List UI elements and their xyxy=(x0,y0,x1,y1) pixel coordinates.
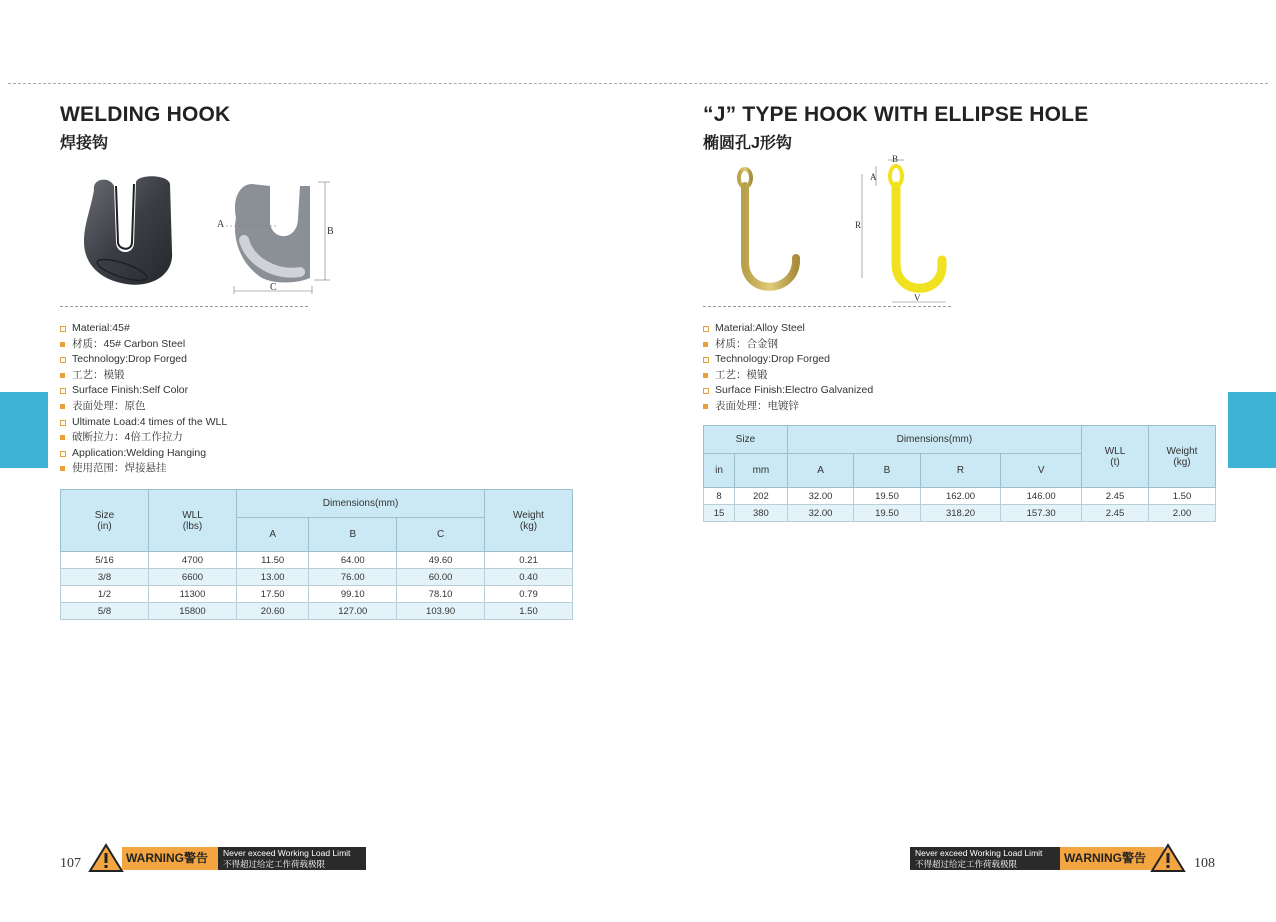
table-row xyxy=(61,569,573,586)
left-spec-table xyxy=(60,489,573,620)
table-cell: 19.50 xyxy=(854,488,920,505)
bullet-icon xyxy=(60,420,66,426)
spec-item xyxy=(60,337,227,353)
label-a: A xyxy=(217,219,225,230)
warning-text-right: Never exceed Working Load Limit 不得超过给定工作荷载极限 xyxy=(910,847,1060,870)
table-cell: 8 xyxy=(704,488,735,505)
bullet-icon xyxy=(60,451,66,457)
sub-col-mm: mm xyxy=(735,454,788,488)
warning-triangle-icon xyxy=(1150,843,1186,873)
sub-col-in: in xyxy=(704,454,735,488)
bullet-icon xyxy=(60,435,65,440)
warning-triangle-icon xyxy=(88,843,124,873)
table-cell: 20.60 xyxy=(237,603,309,620)
dim-col-b: B xyxy=(309,518,397,552)
table-cell: 1.50 xyxy=(485,603,573,620)
bullet-icon xyxy=(60,342,65,347)
spec-item xyxy=(703,352,873,368)
spec-item xyxy=(703,321,873,337)
table-cell: 5/16 xyxy=(61,552,149,569)
bullet-icon xyxy=(60,357,66,363)
spec-text: 材质：合金钢 xyxy=(715,337,778,350)
bullet-icon xyxy=(60,326,66,332)
spec-item xyxy=(703,399,873,415)
table-cell: 17.50 xyxy=(237,586,309,603)
bullet-icon xyxy=(703,357,709,363)
table-cell: 0.79 xyxy=(485,586,573,603)
spec-item xyxy=(60,368,227,384)
left-spec-list xyxy=(60,321,227,477)
left-title: WELDING HOOK xyxy=(60,103,231,126)
table-cell: 2.00 xyxy=(1149,505,1216,522)
welding-hook-diagram xyxy=(214,178,334,298)
table-cell: 32.00 xyxy=(787,505,853,522)
warning-label-right: WARNING警告 xyxy=(1060,847,1164,870)
right-title: “J” TYPE HOOK WITH ELLIPSE HOLE xyxy=(703,103,1089,126)
bullet-icon xyxy=(703,326,709,332)
warning-banner-right xyxy=(910,843,1190,873)
table-cell: 15800 xyxy=(149,603,237,620)
table-cell: 64.00 xyxy=(309,552,397,569)
weight-header-right: Weight (kg) xyxy=(1149,426,1216,488)
welding-hook-photo xyxy=(80,172,180,292)
table-cell: 157.30 xyxy=(1001,505,1082,522)
bullet-icon xyxy=(703,342,708,347)
warning-label: WARNING警告 xyxy=(122,847,250,870)
warning-banner-left xyxy=(88,843,366,873)
spec-text: Technology:Drop Forged xyxy=(715,353,830,366)
right-subtitle: 椭圆孔J形钩 xyxy=(703,135,792,152)
table-cell: 3/8 xyxy=(61,569,149,586)
bullet-icon xyxy=(703,404,708,409)
sub-col-r: R xyxy=(920,454,1001,488)
spec-item xyxy=(60,321,227,337)
table-cell: 6600 xyxy=(149,569,237,586)
table-cell: 11.50 xyxy=(237,552,309,569)
sub-col-v: V xyxy=(1001,454,1082,488)
table-cell: 5/8 xyxy=(61,603,149,620)
label-c: C xyxy=(270,282,277,293)
table-cell: 60.00 xyxy=(397,569,485,586)
spec-text: Technology:Drop Forged xyxy=(72,353,187,366)
table-cell: 32.00 xyxy=(787,488,853,505)
j-hook-diagram xyxy=(852,154,952,304)
right-spec-table xyxy=(703,425,1216,522)
size-header-right: Size xyxy=(704,426,788,454)
spec-text: 材质：45# Carbon Steel xyxy=(72,337,186,350)
right-edge-tab xyxy=(1228,392,1276,468)
spec-text: 表面处理：电镀锌 xyxy=(715,399,799,412)
label-a-right: A xyxy=(870,172,877,182)
page-number-left: 107 xyxy=(60,856,81,871)
table-cell: 103.90 xyxy=(397,603,485,620)
sub-col-a: A xyxy=(787,454,853,488)
spec-item xyxy=(703,337,873,353)
label-r: R xyxy=(855,220,862,230)
spec-item xyxy=(60,399,227,415)
table-cell: 99.10 xyxy=(309,586,397,603)
spec-item xyxy=(703,383,873,399)
spec-text: Surface Finish:Self Color xyxy=(72,384,189,397)
spec-text: Surface Finish:Electro Galvanized xyxy=(715,384,874,397)
j-hook-photo xyxy=(728,166,808,298)
spec-item xyxy=(60,383,227,399)
wll-header-right: WLL (t) xyxy=(1082,426,1149,488)
weight-header: Weight (kg) xyxy=(485,490,573,552)
table-cell: 49.60 xyxy=(397,552,485,569)
spec-item xyxy=(60,415,227,431)
table-cell: 380 xyxy=(735,505,788,522)
warning-text: Never exceed Working Load Limit 不得超过给定工作荷载极限 xyxy=(218,847,366,870)
spec-text: 使用范围：焊接悬挂 xyxy=(72,462,167,475)
spec-item xyxy=(60,461,227,477)
table-cell: 78.10 xyxy=(397,586,485,603)
label-b-right: B xyxy=(892,154,899,164)
bullet-icon xyxy=(60,388,66,394)
bullet-icon xyxy=(60,466,65,471)
spec-item xyxy=(60,446,227,462)
table-cell: 318.20 xyxy=(920,505,1001,522)
dimensions-header: Dimensions(mm) xyxy=(237,490,485,518)
table-cell: 0.21 xyxy=(485,552,573,569)
spec-item xyxy=(60,352,227,368)
table-row xyxy=(704,505,1216,522)
spec-text: Material:Alloy Steel xyxy=(715,322,805,334)
spec-text: 工艺：模锻 xyxy=(715,368,768,381)
right-divider xyxy=(703,306,951,307)
table-cell: 11300 xyxy=(149,586,237,603)
label-v: V xyxy=(914,293,921,303)
spec-text: 破断拉力：4倍工作拉力 xyxy=(72,431,183,444)
spec-text: Ultimate Load:4 times of the WLL xyxy=(72,415,228,428)
table-cell: 1.50 xyxy=(1149,488,1216,505)
table-cell: 0.40 xyxy=(485,569,573,586)
table-cell: 15 xyxy=(704,505,735,522)
table-row xyxy=(61,586,573,603)
table-cell: 2.45 xyxy=(1082,505,1149,522)
dimensions-header-right: Dimensions(mm) xyxy=(787,426,1081,454)
dim-col-a: A xyxy=(237,518,309,552)
table-cell: 146.00 xyxy=(1001,488,1082,505)
spec-text: 表面处理：原色 xyxy=(72,399,146,412)
table-cell: 202 xyxy=(735,488,788,505)
bullet-icon xyxy=(703,373,708,378)
left-divider xyxy=(60,306,308,307)
dim-col-c: C xyxy=(397,518,485,552)
right-spec-list xyxy=(703,321,873,415)
spec-item xyxy=(703,368,873,384)
table-cell: 19.50 xyxy=(854,505,920,522)
left-edge-tab xyxy=(0,392,48,468)
bullet-icon xyxy=(60,404,65,409)
spec-text: Material:45# xyxy=(72,322,130,334)
page-number-right: 108 xyxy=(1194,856,1215,871)
table-cell: 127.00 xyxy=(309,603,397,620)
spec-text: Application:Welding Hanging xyxy=(72,446,207,459)
sub-col-b: B xyxy=(854,454,920,488)
top-dashed-rule xyxy=(8,83,1268,84)
table-cell: 2.45 xyxy=(1082,488,1149,505)
left-subtitle: 焊接钩 xyxy=(60,135,109,152)
table-cell: 76.00 xyxy=(309,569,397,586)
bullet-icon xyxy=(703,388,709,394)
spec-item xyxy=(60,430,227,446)
spec-text: 工艺：模锻 xyxy=(72,368,125,381)
table-cell: 162.00 xyxy=(920,488,1001,505)
bullet-icon xyxy=(60,373,65,378)
table-row xyxy=(704,488,1216,505)
table-row xyxy=(61,552,573,569)
table-row xyxy=(61,603,573,620)
table-cell: 4700 xyxy=(149,552,237,569)
table-cell: 1/2 xyxy=(61,586,149,603)
table-cell: 13.00 xyxy=(237,569,309,586)
size-header: Size (in) xyxy=(61,490,149,552)
label-b: B xyxy=(327,226,334,237)
wll-header: WLL (lbs) xyxy=(149,490,237,552)
